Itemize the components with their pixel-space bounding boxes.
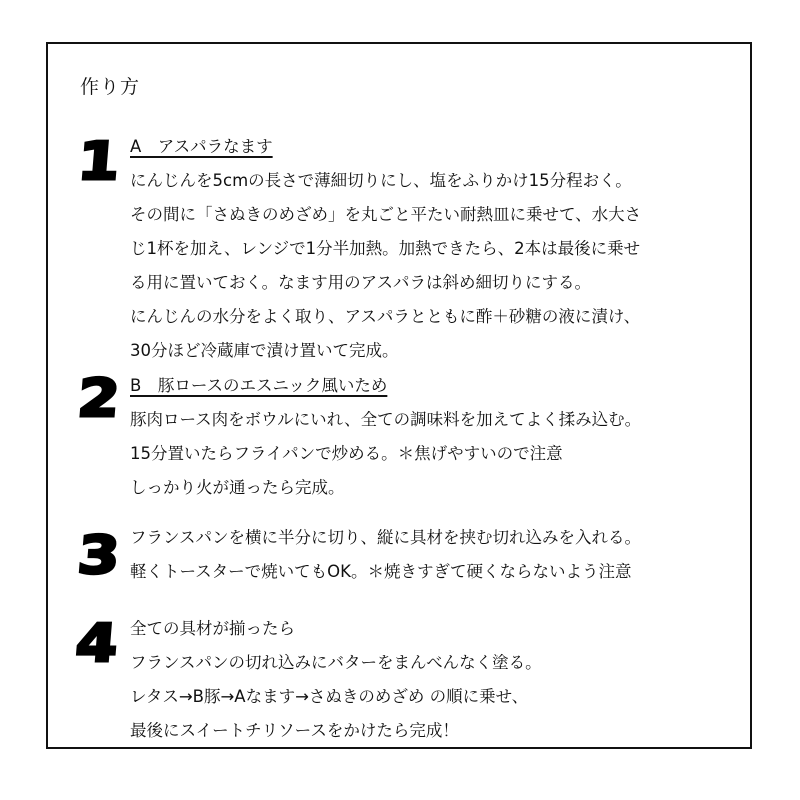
- step-2-line: しっかり火が通ったら完成。: [130, 478, 345, 497]
- step-1: [130, 130, 641, 368]
- step-4-line: フランスパンの切れ込みにバターをまんべんなく塗る。: [130, 653, 542, 672]
- step-2-line: 15分置いたらフライパンで炒める。＊焦げやすいので注意: [130, 444, 563, 463]
- step-4-line: レタス→B豚→Aなます→さぬきのめざめ の順に乗せ、: [130, 687, 529, 706]
- step-4-line: 全ての具材が揃ったら: [130, 619, 295, 638]
- step-1-line: じ1杯を加え、レンジで1分半加熱。加熱できたら、2本は最後に乗せ: [130, 239, 641, 258]
- step-1-line: にんじんを5cmの長さで薄細切りにし、塩をふりかけ15分程おく。: [130, 171, 632, 190]
- step-3: [130, 521, 641, 589]
- step-1-line: その間に「さぬきのめざめ」を丸ごと平たい耐熱皿に乗せて、水大さ: [130, 205, 642, 224]
- step-2-heading: B 豚ロースのエスニック風いため: [130, 376, 388, 395]
- step-1-line: にんじんの水分をよく取り、アスパラとともに酢＋砂糖の液に漬け、: [130, 307, 641, 326]
- step-4-line: 最後にスイートチリソースをかけたら完成！: [130, 721, 459, 740]
- step-1-line: 30分ほど冷蔵庫で漬け置いて完成。: [130, 341, 399, 360]
- step-3-line: フランスパンを横に半分に切り、縦に具材を挟む切れ込みを入れる。: [130, 528, 642, 547]
- step-2: [130, 369, 641, 505]
- step-4: [130, 612, 542, 748]
- step-2-line: 豚肉ロース肉をボウルにいれ、全ての調味料を加えてよく揉み込む。: [130, 410, 642, 429]
- step-1-number: 1: [75, 132, 122, 192]
- page-title: 作り方: [80, 76, 141, 98]
- step-2-number: 2: [75, 369, 122, 429]
- step-1-heading: A アスパラなます: [130, 137, 273, 156]
- step-4-number: 4: [73, 614, 120, 674]
- step-3-number: 3: [75, 526, 122, 586]
- step-3-line: 軽くトースターで焼いてもOK。＊焼きすぎて硬くならないよう注意: [130, 562, 632, 581]
- step-1-line: る用に置いておく。なます用のアスパラは斜め細切りにする。: [130, 273, 592, 292]
